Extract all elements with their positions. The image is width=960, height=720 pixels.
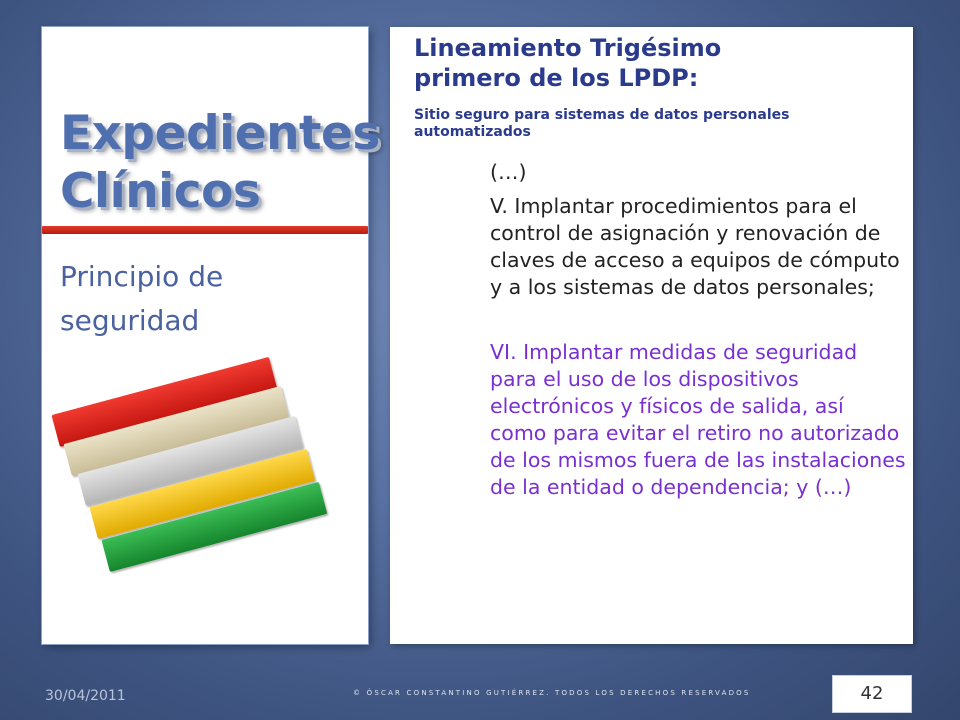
content-heading: Lineamiento Trigésimo primero de los LPDP:	[414, 34, 722, 92]
copyright-footer: © ÓSCAR CONSTANTINO GUTIÉRREZ. TODOS LOS DERECHOS RESERVADOS	[353, 689, 751, 697]
item-vi-text: VI. Implantar medidas de seguridad para el uso de los dispositivos electrónicos y físicos de salida, así como para evitar el retiro no autorizado de los mismos fuera de las instalaciones de la entidad o dependencia; y (…)	[490, 340, 906, 499]
ellipsis-text: (…)	[490, 160, 527, 184]
title-divider	[42, 226, 368, 234]
slide-title	[60, 105, 380, 221]
slide-title-line2: Clínicos	[60, 164, 261, 219]
content-subheading: Sitio seguro para sistemas de datos personales automatizados	[414, 107, 790, 140]
slide-title-line1: Expedientes	[60, 106, 380, 161]
page-number: 42	[860, 683, 884, 704]
slide-subtitle: Principio de seguridad	[60, 260, 224, 337]
left-panel	[42, 27, 380, 644]
right-panel	[390, 27, 913, 644]
page-number-box	[832, 675, 912, 713]
item-v-text: V. Implantar procedimientos para el control de asignación y renovación de claves de acceso a equipos de cómputo y a los sistemas de datos personales;	[490, 194, 900, 299]
slide-date: 30/04/2011	[45, 688, 126, 704]
decorative-bars	[42, 367, 368, 647]
